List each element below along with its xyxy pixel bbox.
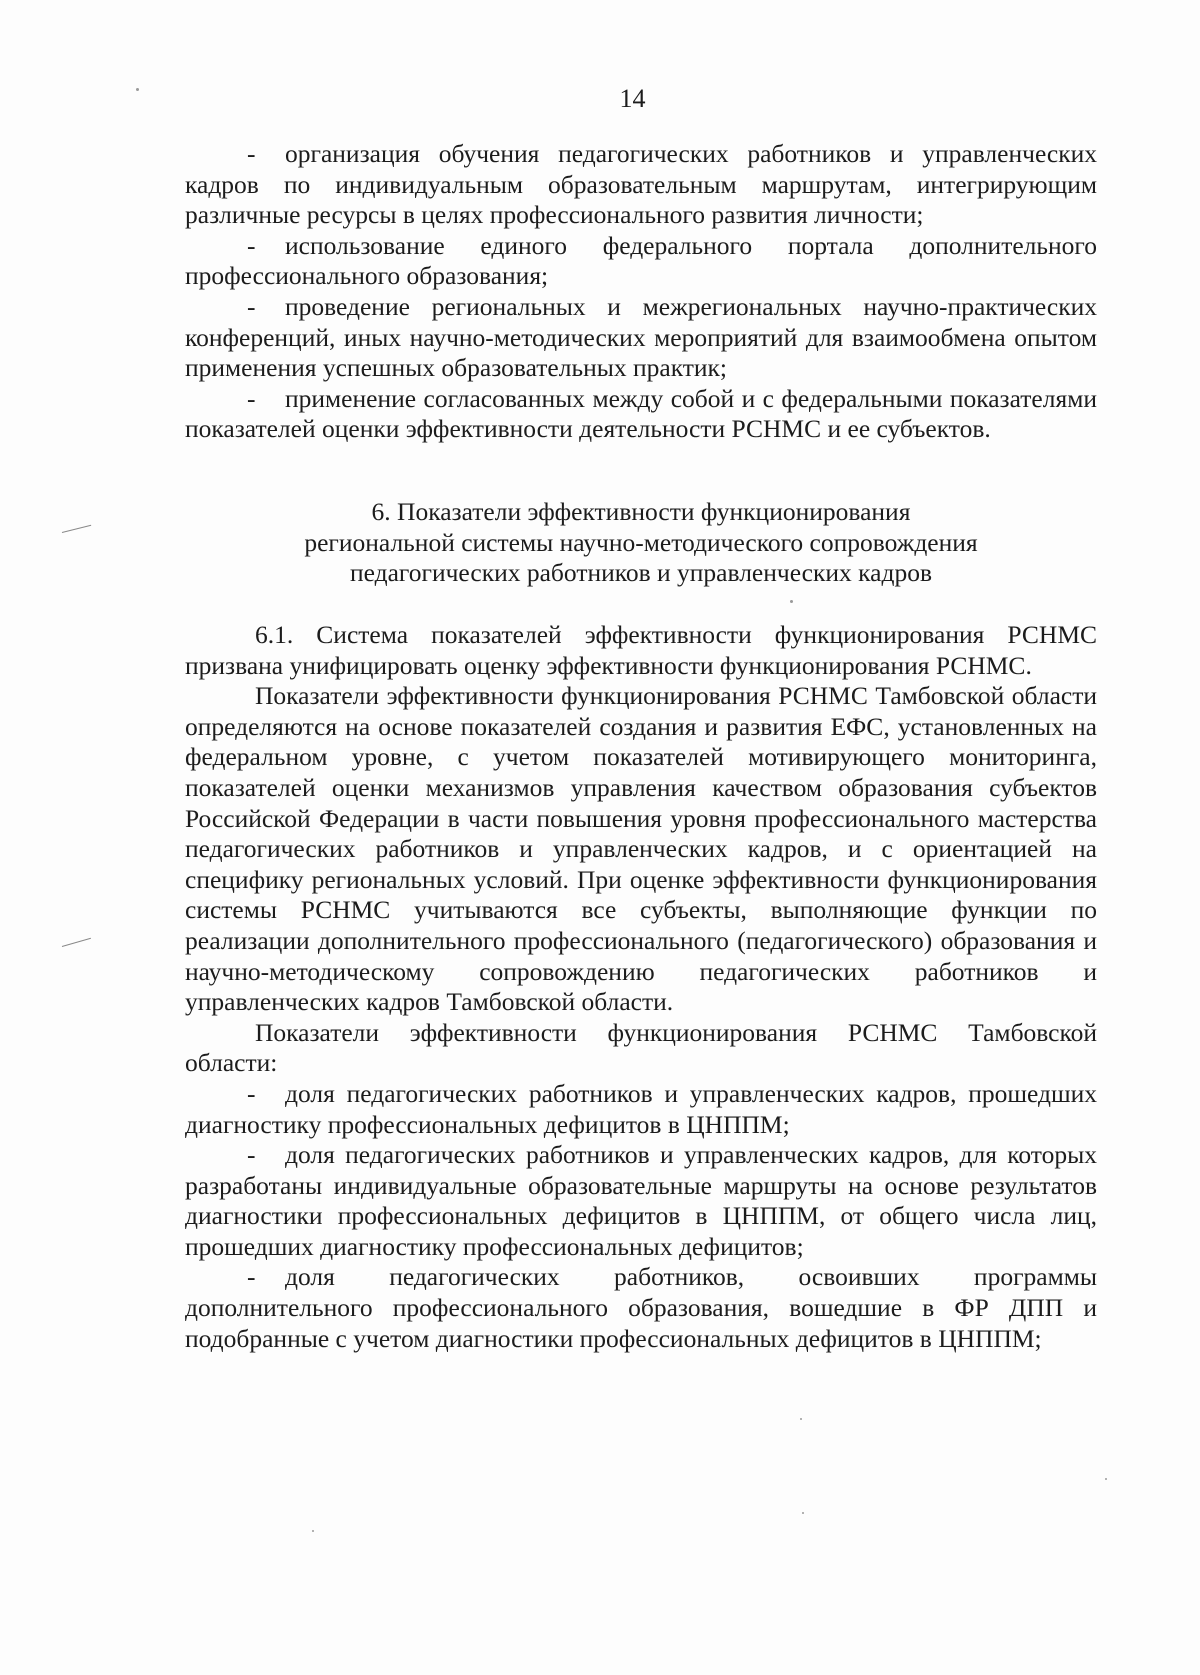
list-item bbox=[185, 384, 1097, 445]
list-item-text: доля педагогических работников и управленческих кадров, прошедших диагностику профессиональных дефицитов в ЦНППМ; bbox=[185, 1078, 1097, 1139]
section-title bbox=[185, 497, 1097, 589]
list-item bbox=[185, 139, 1097, 231]
body-text bbox=[185, 620, 1097, 1354]
list-item-text: организация обучения педагогических работников и управленческих кадров по индивидуальным образовательным маршрутам, интегрирующим различные ресурсы в целях профессионального развития личности; bbox=[185, 139, 1097, 230]
bullet-dash: - bbox=[247, 1078, 256, 1108]
list-item bbox=[185, 1079, 1097, 1140]
list-item bbox=[185, 1140, 1097, 1262]
list-item bbox=[185, 1262, 1097, 1354]
list-item-text: использование единого федерального портала дополнительного профессионального образования; bbox=[185, 230, 1097, 291]
bullet-dash: - bbox=[247, 139, 256, 168]
bullet-dash: - bbox=[247, 291, 256, 321]
scan-mark bbox=[62, 525, 91, 533]
bullet-dash: - bbox=[247, 383, 256, 413]
scan-mark bbox=[62, 938, 91, 947]
section-heading bbox=[185, 497, 1097, 589]
paragraph-indicators-basis: Показатели эффективности функционирования РСНМС Тамбовской области определяются на основе показателей создания и развития ЕФС, установленных на федеральном уровне, с учетом показателей мотивирующего мониторинга, показателей оценки механизмов управления качеством образования субъектов Российской Федерации в части повышения уровня профессионального мастерства педагогических работников и управленческих кадров, и с ориентацией на специфику региональных условий. При оценке эффективности функционирования системы РСНМС учитываются все субъекты, выполняющие функции по реализации дополнительного профессионального (педагогического) образования и научно-методическому сопровождению педагогических работников и управленческих кадров Тамбовской области. bbox=[185, 681, 1097, 1017]
list-item-text: проведение региональных и межрегиональных научно-практических конференций, иных научно-методических мероприятий для взаимообмена опытом применения успешных образовательных практик; bbox=[185, 291, 1097, 383]
paragraph-6-1: 6.1. Система показателей эффективности функционирования РСНМС призвана унифицировать оценку эффективности функционирования РСНМС. bbox=[185, 620, 1097, 680]
section-title-line: региональной системы научно-методического сопровождения bbox=[304, 527, 978, 557]
page-number: 14 bbox=[619, 84, 646, 113]
bullet-dash: - bbox=[247, 230, 256, 260]
list-item-text: доля педагогических работников, освоивших программы дополнительного профессионального образования, вошедшие в ФР ДПП и подобранные с учетом диагностики профессиональных дефицитов в ЦНППМ; bbox=[185, 1262, 1097, 1353]
list-item bbox=[185, 231, 1097, 292]
list-item-text: применение согласованных между собой и с федеральными показателями показателей оценки эффективности деятельности РСНМС и ее субъектов. bbox=[185, 383, 1097, 444]
section-title-line: 6. Показатели эффективности функционирования bbox=[371, 497, 911, 526]
list-item bbox=[185, 292, 1097, 384]
top-bullet-list bbox=[185, 139, 1097, 445]
list-item-text: доля педагогических работников и управленческих кадров, для которых разработаны индивидуальные образовательные маршруты на основе результатов диагностики профессиональных дефицитов в ЦНППМ, от общего числа лиц, прошедших диагностику профессиональных дефицитов; bbox=[185, 1140, 1097, 1261]
paragraph-indicators-intro: Показатели эффективности функционирования РСНМС Тамбовской области: bbox=[185, 1017, 1097, 1078]
bullet-dash: - bbox=[247, 1140, 256, 1170]
section-title-line: педагогических работников и управленческих кадров bbox=[350, 558, 932, 588]
bullet-dash: - bbox=[247, 1262, 256, 1292]
